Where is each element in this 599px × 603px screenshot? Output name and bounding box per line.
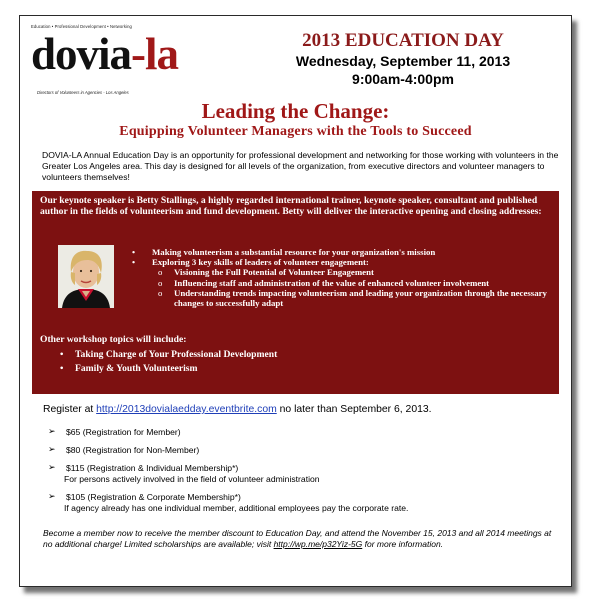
keynote-paragraph: Our keynote speaker is Betty Stallings, a highly regarded international trainer, keynote speaker, consultant and published author in the fields of volunteerism and fund development. Betty will deliver the interactive opening and closing addresses: (40, 195, 542, 218)
price-label: $80 (Registration for Non-Member) (66, 445, 200, 455)
topic-item (60, 348, 277, 362)
membership-note (43, 528, 555, 550)
event-date: Wednesday, September 11, 2013 (295, 53, 511, 69)
price-item (48, 427, 568, 438)
price-note: For persons actively involved in the field of volunteer administration (64, 474, 320, 484)
bullet-icon: • (60, 349, 64, 360)
keynote-sub-bullet (132, 278, 552, 288)
bullet-icon: • (60, 363, 64, 374)
membership-note-suffix: for more information. (362, 539, 444, 549)
event-time: 9:00am-4:00pm (352, 71, 454, 87)
arrow-bullet-icon: ➢ (48, 491, 56, 501)
keynote-bullet-text: Exploring 3 key skills of leaders of volunteer engagement: (152, 257, 369, 268)
keynote-box (32, 191, 559, 394)
bullet-icon: • (132, 247, 136, 257)
sub-bullet-icon: o (158, 277, 163, 288)
sub-bullet-icon: o (158, 267, 163, 278)
keynote-bullet (132, 247, 552, 257)
keynote-bullet-list (132, 247, 552, 308)
price-label: $105 (Registration & Corporate Membership*) (66, 492, 241, 502)
intro-paragraph: DOVIA-LA Annual Education Day is an opportunity for professional development and networking for those working with volunteers in the Greater Los Angeles area. This day is designed for all levels of the organization, from executive directors and volunteer managers to volunteers themselves! (42, 150, 559, 183)
price-list (48, 427, 568, 521)
logo-tagline: Education • Professional Development • Networking (31, 24, 132, 29)
arrow-bullet-icon: ➢ (48, 426, 56, 436)
keynote-bullet (132, 257, 552, 267)
price-item (48, 492, 568, 514)
logo-subtitle: Directors of Volunteers in Agencies - Los Angeles (37, 90, 129, 95)
keynote-sub-bullet (132, 267, 552, 277)
arrow-bullet-icon: ➢ (48, 444, 56, 454)
speaker-photo (58, 245, 114, 308)
headline: Leading the Change: (201, 99, 390, 123)
topic-item-text: Family & Youth Volunteerism (75, 363, 198, 374)
bullet-icon: • (132, 257, 136, 268)
sub-bullet-icon: o (158, 287, 163, 298)
price-label: $115 (Registration & Individual Membership*) (66, 463, 239, 473)
membership-link[interactable]: http://wp.me/p32Yiz-5G (273, 539, 363, 549)
membership-note-text: Become a member now to receive the member discount to Education Day, and attend the November 15, 2013 and all 2014 meetings at no additional charge! Limited scholarships are available; visit (43, 528, 552, 549)
price-item (48, 463, 568, 485)
topic-item-text: Taking Charge of Your Professional Development (75, 349, 278, 360)
register-prefix: Register at (43, 404, 97, 415)
register-suffix: no later than September 6, 2013. (276, 404, 432, 415)
register-line (43, 404, 563, 415)
keynote-sub-bullet (132, 288, 552, 308)
price-label: $65 (Registration for Member) (66, 427, 181, 437)
other-topics-title: Other workshop topics will include: (40, 334, 187, 345)
register-link[interactable]: http://2013dovialaedday.eventbrite.com (96, 404, 277, 415)
price-note: If agency already has one individual member, additional employees pay the corporate rate. (64, 503, 409, 513)
arrow-bullet-icon: ➢ (48, 462, 56, 472)
logo-word-dash: -la (131, 29, 179, 79)
event-title: 2013 EDUCATION DAY (302, 30, 504, 51)
topic-item (60, 362, 277, 376)
dovia-la-logo (31, 24, 196, 104)
keynote-sub-bullet-text: Understanding trends impacting volunteerism and leading your organization through the necessary changes to successfully adapt (174, 287, 547, 309)
logo-word-main: dovia (31, 29, 132, 79)
keynote-bullet-text: Making volunteerism a substantial resource for your organization's mission (152, 247, 436, 257)
logo-wordmark (31, 29, 179, 79)
price-item (48, 445, 568, 456)
other-topics-list (60, 348, 277, 376)
keynote-sub-bullet-text: Influencing staff and administration of the value of enhanced volunteer involvement (174, 277, 490, 288)
keynote-sub-bullet-text: Visioning the Full Potential of Volunteer Engagement (174, 267, 374, 278)
subheadline: Equipping Volunteer Managers with the Tools to Succeed (119, 124, 472, 139)
